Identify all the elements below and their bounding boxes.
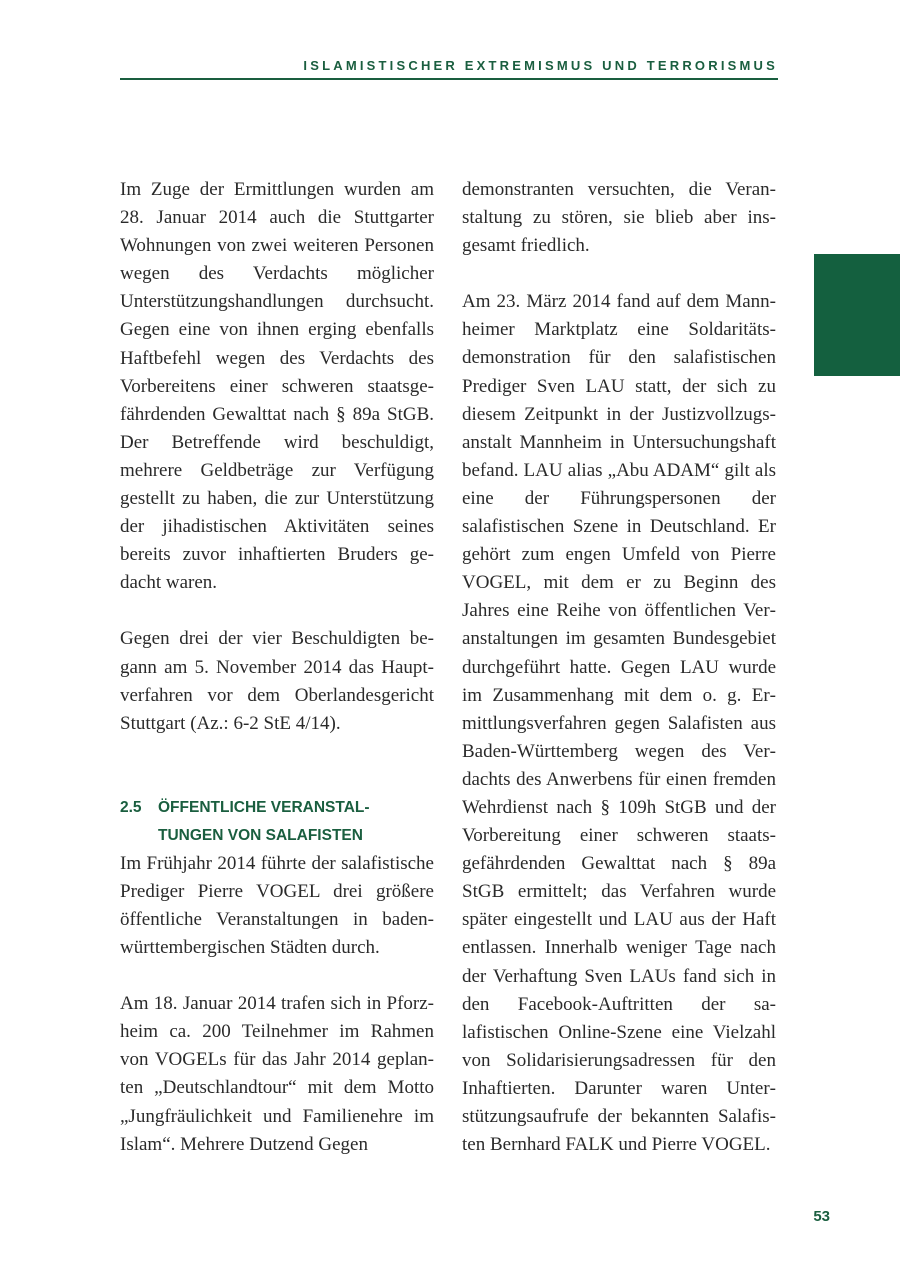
right-column (462, 176, 776, 1159)
header-rule (120, 78, 778, 80)
section-title-line1: ÖFFENTLICHE VERANSTAL- (158, 798, 370, 816)
left-column (120, 176, 434, 1159)
paragraph-gegendemonstranten: demonstranten versuchten, die Veranstaltung zu stören, sie blieb aber insgesamt friedlich. (462, 179, 776, 257)
chapter-tab-marker (814, 254, 900, 376)
paragraph-mannheim: Am 23. März 2014 fand auf dem Mannheimer Marktplatz eine Soldaritätsdemonstration für den salafistischen Prediger Sven LAU statt, der sich zu diesem Zeitpunkt in der Justizvollzugsanstalt Mannheim in Untersuchungshaft befand. LAU alias „Abu ADAM“ gilt als eine der Führungspersonen der salafistischen Szene in Deutschland. Er gehört zum engen Umfeld von Pierre VOGEL, mit dem er zu Beginn des Jahres eine Reihe von öffentlichen Veranstaltungen im gesamten Bundesgebiet durchgeführt hatte. Gegen LAU wurde im Zusammenhang mit dem o. g. Ermittlungsverfahren gegen Salafisten aus Baden-Württemberg wegen des Verdachts des Anwerbens für einen fremden Wehrdienst nach § 109h StGB und der Vorbereitung einer schweren staatsgefährdenden Gewalttat nach § 89a StGB ermittelt; das Verfahren wurde später eingestellt und LAU aus der Haft entlassen. Innerhalb weniger Tage nach der Verhaftung Sven LAUs fand sich in den Facebook-Auftritten der salafistischen Online-Szene eine Vielzahl von Solidarisierungsadressen für den Inhaftierten. Darunter waren Unterstützungsaufrufe der bekannten Salafisten Bernhard FALK und Pierre VOGEL. (462, 291, 776, 1156)
running-header: ISLAMISTISCHER EXTREMISMUS UND TERRORISMUS (303, 58, 778, 73)
paragraph-pforzheim: Am 18. Januar 2014 trafen sich in Pforzheim ca. 200 Teilnehmer im Rahmen von VOGELs für das Jahr 2014 geplanten „Deutschlandtour“ mit dem Motto „Jungfräulichkeit und Familienehre im Islam“. Mehrere Dutzend Gegen (120, 993, 434, 1155)
section-number: 2.5 (120, 798, 142, 816)
paragraph-hauptverfahren: Gegen drei der vier Beschuldigten begann am 5. November 2014 das Hauptverfahren vor dem Oberlandesgericht Stuttgart (Az.: 6-2 StE 4/14). (120, 628, 434, 734)
paragraph-ermittlungen: Im Zuge der Ermittlungen wurden am 28. Januar 2014 auch die Stuttgarter Wohnungen von zwei weiteren Personen wegen des Verdachts möglicher Unterstützungshandlungen durchsucht. Gegen eine von ihnen erging ebenfalls Haftbefehl wegen des Verdachts des Vorbereitens einer schweren staatsgefährdenden Gewalttat nach § 89a StGB. Der Betreffende wird beschuldigt, mehrere Geldbeträge zur Verfügung gestellt zu haben, die zur Unterstützung der jihadistischen Aktivitäten seines bereits zuvor inhaftierten Bruders gedacht waren. (120, 179, 434, 594)
section-heading (120, 794, 434, 850)
section-title-line2: TUNGEN VON SALAFISTEN (158, 826, 363, 844)
page-number: 53 (813, 1208, 830, 1225)
paragraph-fruehjahr: Im Frühjahr 2014 führte der salafistische Prediger Pierre VOGEL drei größere öffentliche Veranstaltungen in badenwürttembergischen Städten durch. (120, 852, 434, 959)
